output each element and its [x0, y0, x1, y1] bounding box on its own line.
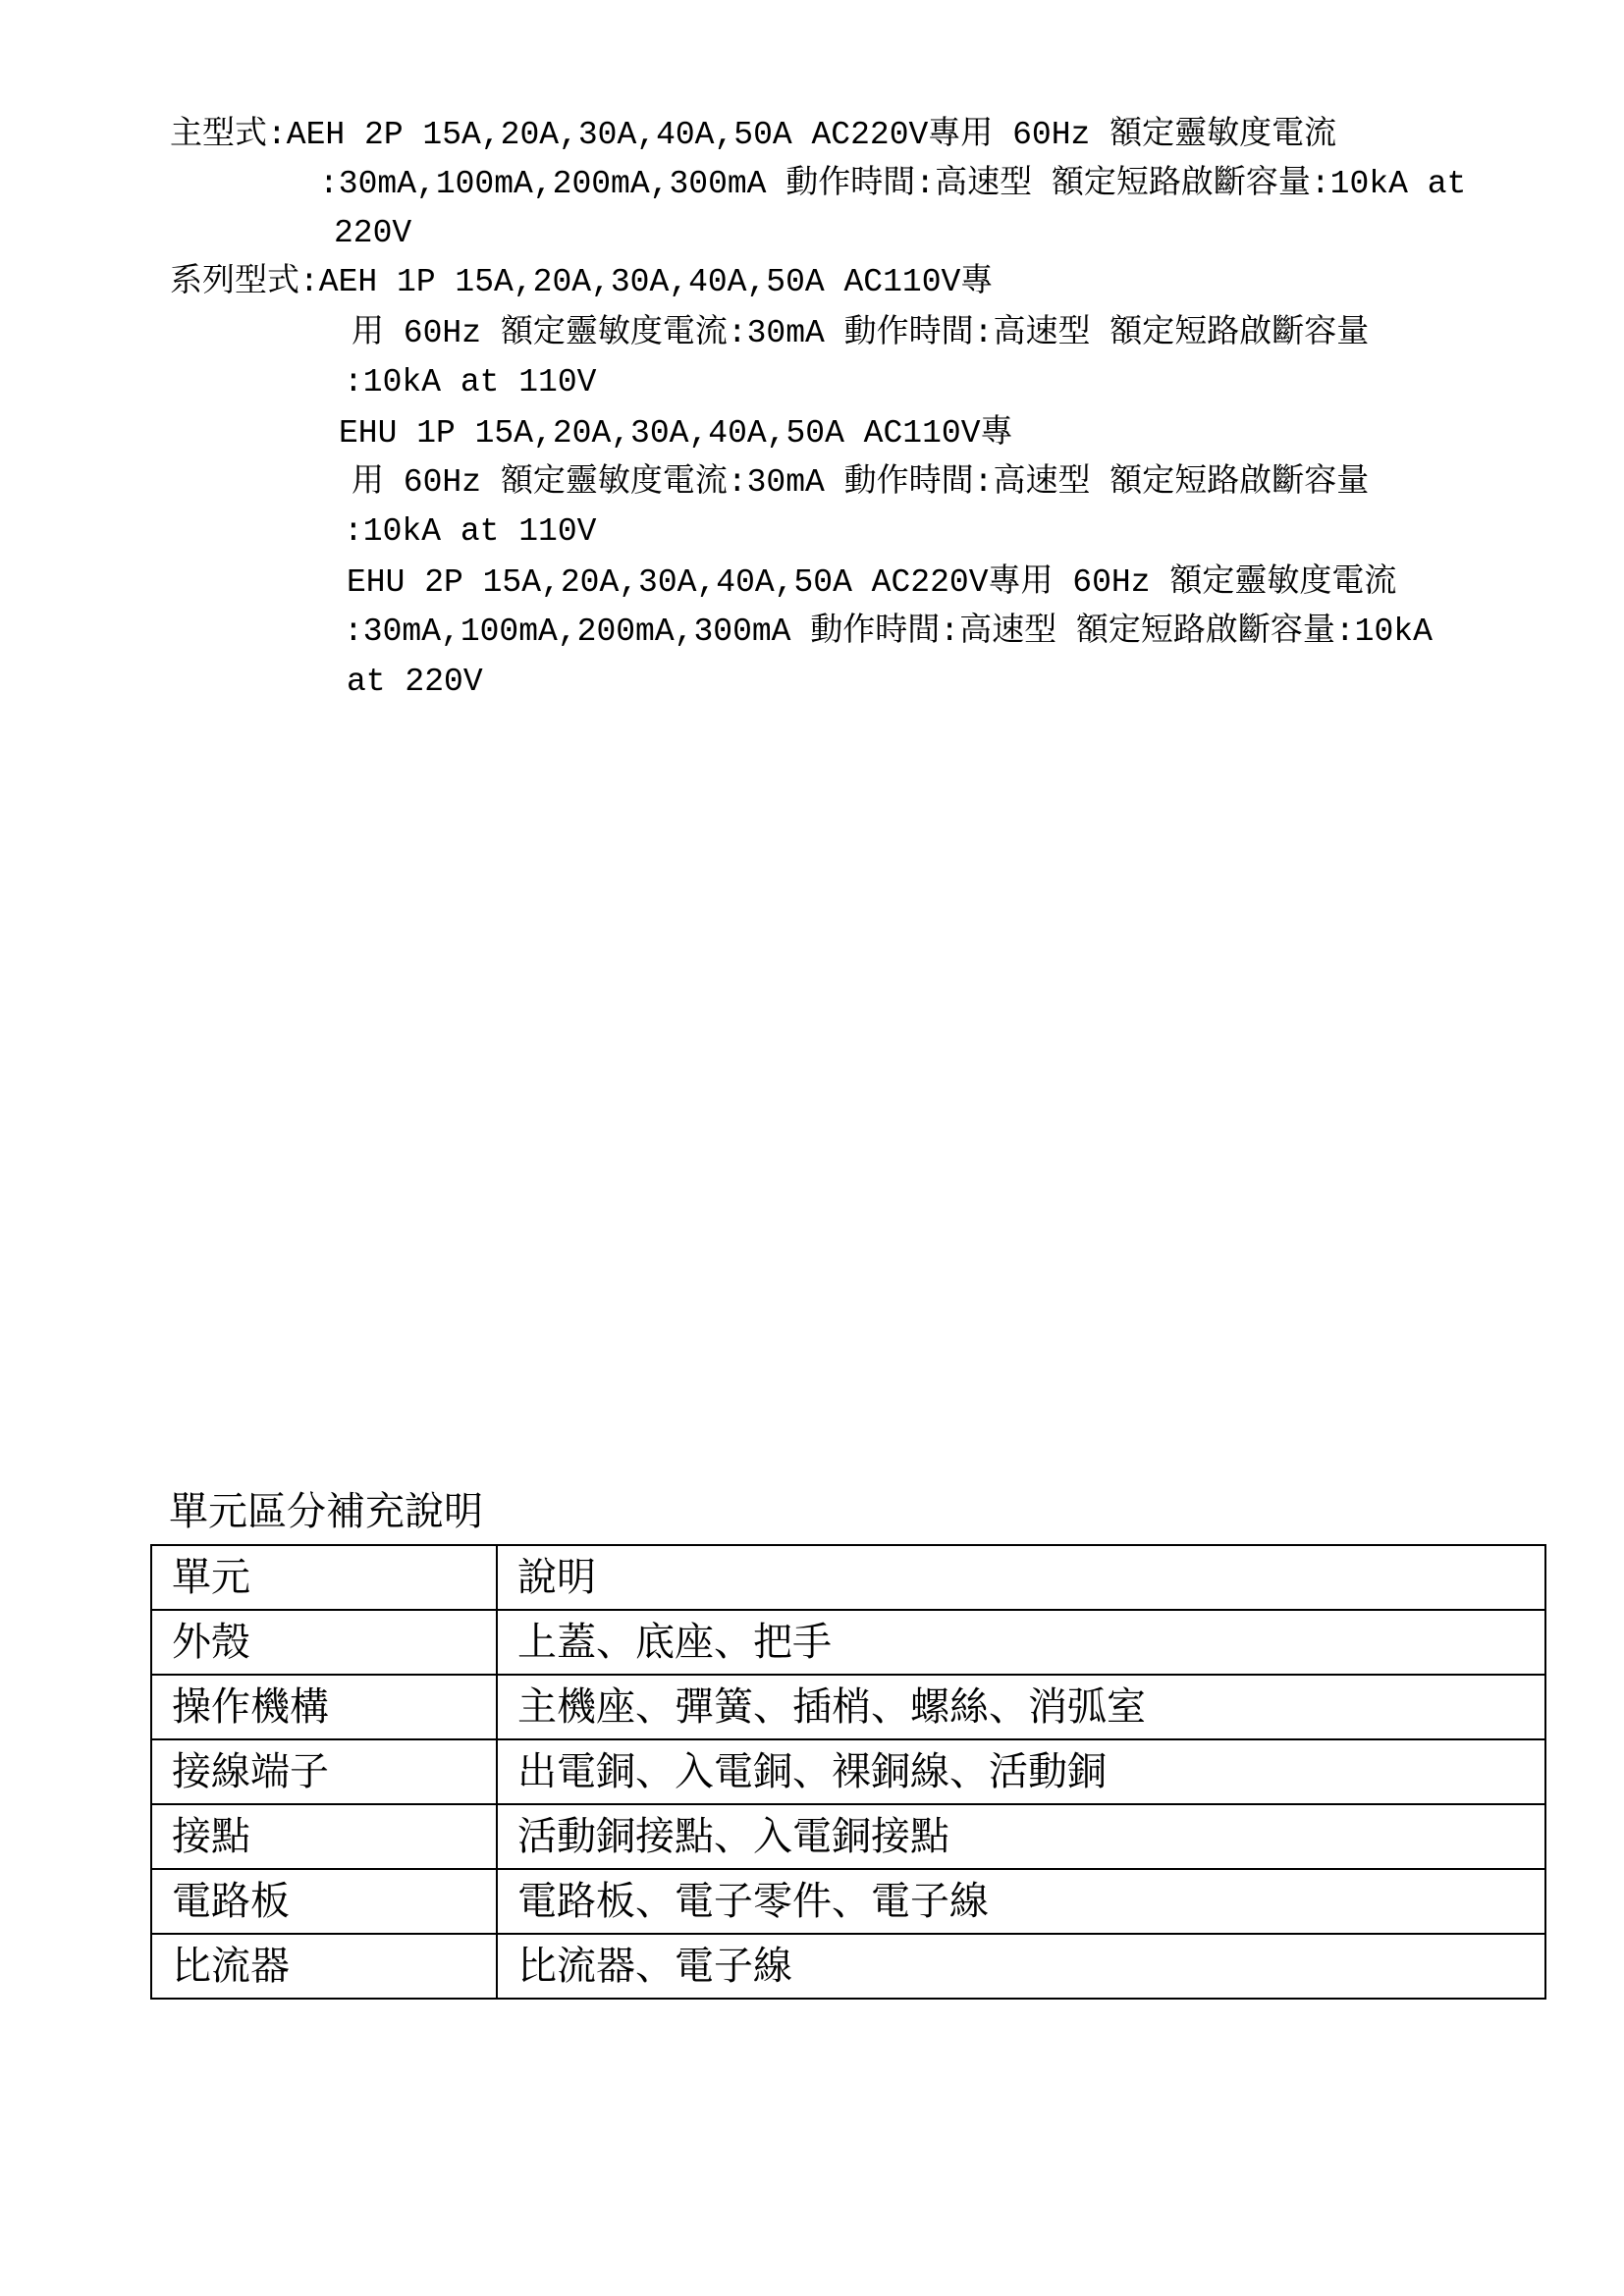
table-row — [151, 1804, 1545, 1869]
unit-cell: 外殼 — [151, 1610, 497, 1675]
table-row — [151, 1610, 1545, 1675]
ehu-1p-line-1: EHU 1P 15A,20A,30A,40A,50A AC110V專 — [339, 415, 1013, 452]
units-section-title: 單元區分補充說明 — [169, 1489, 483, 1534]
ehu-2p-line-1: EHU 2P 15A,20A,30A,40A,50A AC220V專用 60Hz 額定靈敏度電流 — [347, 564, 1397, 601]
unit-cell: 比流器 — [151, 1934, 497, 1999]
ehu-1p-line-3: :10kA at 110V — [344, 513, 597, 550]
main-model-line-2: :30mA,100mA,200mA,300mA 動作時間:高速型 額定短路啟斷容量:10kA at — [319, 166, 1467, 202]
main-model-line-3: 220V — [334, 215, 412, 251]
description-cell: 比流器、電子線 — [497, 1934, 1545, 1999]
ehu-2p-line-3: at 220V — [347, 664, 483, 700]
unit-cell: 電路板 — [151, 1869, 497, 1934]
description-cell: 活動銅接點、入電銅接點 — [497, 1804, 1545, 1869]
description-cell: 出電銅、入電銅、裸銅線、活動銅 — [497, 1739, 1545, 1804]
units-table — [150, 1544, 1546, 2000]
header-description: 說明 — [497, 1545, 1545, 1610]
description-cell: 主機座、彈簧、插梢、螺絲、消弧室 — [497, 1675, 1545, 1739]
table-row — [151, 1675, 1545, 1739]
series-model-line-3: :10kA at 110V — [344, 364, 597, 400]
series-model-line-2: 用 60Hz 額定靈敏度電流:30mA 動作時間:高速型 額定短路啟斷容量 — [352, 315, 1370, 351]
table-header-row — [151, 1545, 1545, 1610]
unit-cell: 接線端子 — [151, 1739, 497, 1804]
description-cell: 上蓋、底座、把手 — [497, 1610, 1545, 1675]
ehu-1p-line-2: 用 60Hz 額定靈敏度電流:30mA 動作時間:高速型 額定短路啟斷容量 — [352, 464, 1370, 501]
header-unit: 單元 — [151, 1545, 497, 1610]
table-row — [151, 1934, 1545, 1999]
description-cell: 電路板、電子零件、電子線 — [497, 1869, 1545, 1934]
ehu-2p-line-2: :30mA,100mA,200mA,300mA 動作時間:高速型 額定短路啟斷容量:10kA — [344, 614, 1433, 650]
series-model-line-1: 系列型式:AEH 1P 15A,20A,30A,40A,50A AC110V專 — [170, 264, 994, 300]
table-row — [151, 1869, 1545, 1934]
main-model-line-1: 主型式:AEH 2P 15A,20A,30A,40A,50A AC220V專用 60Hz 額定靈敏度電流 — [170, 117, 1337, 153]
table-row — [151, 1739, 1545, 1804]
unit-cell: 操作機構 — [151, 1675, 497, 1739]
unit-cell: 接點 — [151, 1804, 497, 1869]
spec-block — [0, 0, 1624, 707]
